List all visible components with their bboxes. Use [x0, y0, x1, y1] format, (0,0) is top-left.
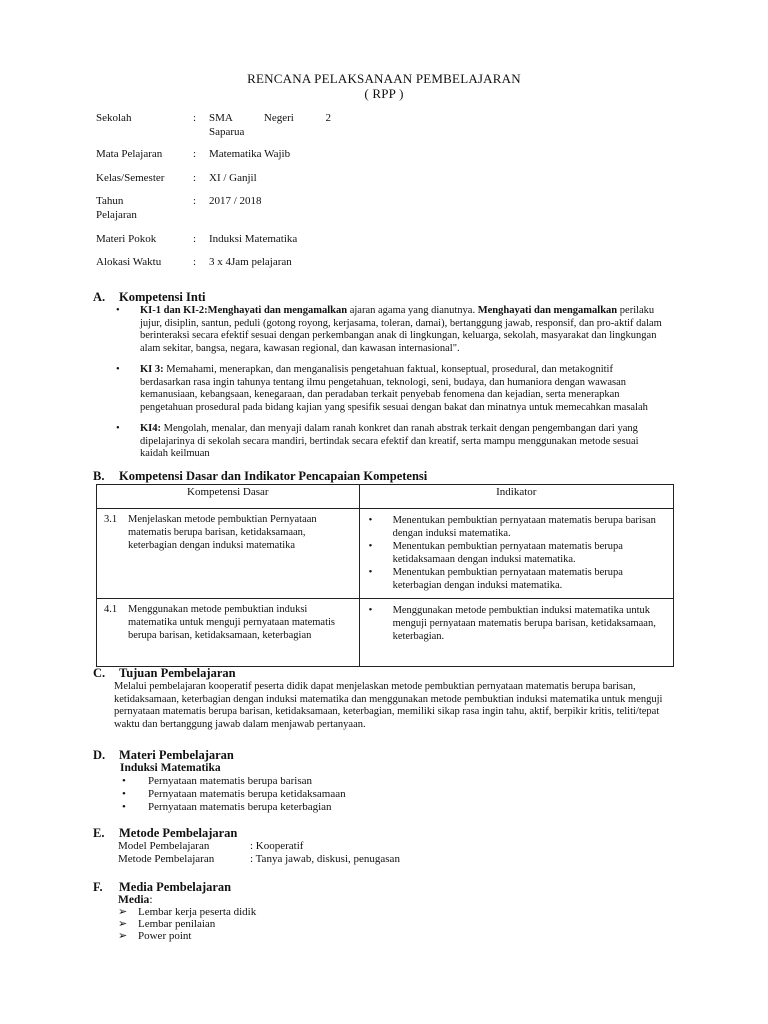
bullet-icon: • — [368, 515, 373, 526]
list-item: • Pernyataan matematis berupa ketidaksamaan — [122, 788, 346, 800]
info-label: Mata Pelajaran — [96, 148, 163, 160]
indikator-cell — [359, 599, 673, 667]
kd-number: 3.1 — [104, 514, 118, 525]
bullet-icon: • — [368, 605, 373, 616]
table-header-indikator: Indikator — [359, 485, 673, 509]
list-item: • Pernyataan matematis berupa barisan — [122, 775, 313, 787]
kd-text: Menggunakan metode pembuktian induksi matematika untuk menguji pernyataan matematis berupa barisan, ketidaksamaan, keterbagian — [128, 604, 336, 641]
section-a-heading: A. Kompetensi Inti — [93, 290, 206, 304]
section-c-heading: C. Tujuan Pembelajaran — [93, 666, 236, 680]
table-header-kompetensi-dasar: Kompetensi Dasar — [97, 485, 360, 509]
list-item: • Menentukan pembuktian pernyataan matematis berupa barisan dengan induksi matematika. — [368, 515, 656, 539]
bullet-icon: • — [116, 305, 120, 316]
model-label: Model Pembelajaran — [118, 840, 210, 852]
list-item: ➢ Power point — [118, 930, 192, 942]
indikator-cell — [359, 509, 673, 599]
title-line-1: RENCANA PELAKSANAAN PEMBELAJARAN — [247, 71, 521, 86]
arrow-bullet-icon: ➢ — [118, 918, 128, 930]
kd-text: Menjelaskan metode pembuktian Pernyataan matematis berupa barisan, ketidaksamaan, keterbagian dengan induksi matematika — [128, 514, 317, 551]
info-value: Matematika Wajib — [209, 148, 291, 160]
info-value: SMA Negeri 2 Saparua — [209, 112, 331, 138]
list-item: • Menggunakan metode pembuktian induksi matematika untuk menguji pernyataan matematis berupa barisan, ketidaksamaan, keterbagian. — [368, 605, 656, 642]
table-row — [97, 509, 674, 599]
materi-subtitle: Induksi Matematika — [120, 762, 221, 774]
table-row — [97, 599, 674, 667]
list-item: • Menentukan pembuktian pernyataan matematis berupa ketidaksamaan dengan induksi matematika. — [368, 541, 623, 565]
bullet-icon: • — [368, 541, 373, 552]
document-title — [0, 71, 768, 101]
metode-value: : Tanya jawab, diskusi, penugasan — [250, 853, 400, 865]
bullet-icon: • — [122, 801, 126, 813]
ki-item-3: • KI 3: Memahami, menerapkan, dan menganalisis pengetahuan faktual, konseptual, prosedural, dan metakognitif berdasarkan rasa ingin tahunya tentang ilmu pengetahuan, teknologi, seni, budaya, dan humaniora dengan wawasan kemanusiaan, kebangsaan, kenegaraan, dan peradaban terkait penyebab fenomena dan kejadian, serta menerapkan pengetahuan prosedural pada bidang kajian yang spesifik sesuai dengan bakat dan minatnya untuk memecahkan masalah — [116, 364, 648, 413]
arrow-bullet-icon: ➢ — [118, 906, 128, 918]
info-label: Alokasi Waktu — [96, 256, 162, 268]
info-label: Sekolah — [96, 112, 132, 124]
bullet-icon: • — [116, 423, 120, 434]
list-item: • Pernyataan matematis berupa keterbagian — [122, 801, 332, 813]
section-b-heading: B. Kompetensi Dasar dan Indikator Pencapaian Kompetensi — [93, 469, 428, 483]
info-value: Induksi Matematika — [209, 233, 298, 245]
bullet-icon: • — [116, 364, 120, 375]
bullet-icon: • — [368, 567, 373, 578]
media-list — [118, 906, 256, 942]
media-subtitle: Media: — [118, 894, 153, 906]
kd-cell — [97, 599, 360, 667]
ki-item-4: • KI4: Mengolah, menalar, dan menyaji dalam ranah konkret dan ranah abstrak terkait dengan pengembangan dari yang dipelajarinya di sekolah secara mandiri, bertindak secara efektif dan kreatif, serta mampu menggunakan metode sesuai kaidah keilmuan — [116, 423, 639, 459]
kd-cell — [97, 509, 360, 599]
arrow-bullet-icon: ➢ — [118, 930, 128, 942]
section-e-heading: E. Metode Pembelajaran — [93, 826, 238, 840]
info-value: XI / Ganjil — [209, 172, 257, 184]
info-value: 3 x 4Jam pelajaran — [209, 256, 292, 268]
info-label: Tahun Pelajaran — [96, 195, 137, 221]
bullet-icon: • — [122, 775, 126, 787]
metode-label: Metode Pembelajaran — [118, 853, 215, 865]
kd-number: 4.1 — [104, 604, 118, 615]
info-label: Kelas/Semester — [96, 172, 165, 184]
table-header-row — [97, 485, 674, 509]
materi-list — [122, 775, 346, 814]
title-line-2: ( RPP ) — [364, 86, 404, 101]
section-d-heading: D. Materi Pembelajaran — [93, 748, 234, 762]
tujuan-paragraph: Melalui pembelajaran kooperatif peserta didik dapat menjelaskan metode pembuktian pernyataan matematis berupa barisan, ketidaksamaan, keterbagian dengan induksi matematika dan menggunakan metode pembuktian induksi matematika untuk menguji pernyataan matematis berupa barisan, ketidaksamaan, keterbagian, memiliki sikap rasa ingin tahu, aktif, berpikir kritis, teliti/tepat waktu dan bertanggung jawab dalam menjawab pertanyaan. — [114, 681, 663, 730]
list-item: ➢ Lembar kerja peserta didik — [118, 906, 257, 918]
kd-indikator-table — [96, 484, 674, 667]
info-value: 2017 / 2018 — [209, 195, 262, 207]
rpp-document-page: RENCANA PELAKSANAAN PEMBELAJARAN ( RPP ) Sekolah : SMA Negeri 2 Saparua Mata Pelajaran : Matematika Wajib Kelas/Semester : XI / Ganjil Tahun Pelajaran : 2017 / 2018 Materi Pokok : Induksi Matematika Alokasi Waktu : 3 x 4Jam pelajaran A. Kompetensi Inti • KI-1 dan KI-2:Menghayati dan mengamalkan ajaran agama yang dianutnya. Menghayati dan mengamalkan perilaku jujur, disiplin, santun, peduli (gotong royong, kerjasama, toleran, damai), bertanggung jawab, responsif, dan pro-aktif dalam berinteraksi secara efektif sesuai dengan perkembangan anak di lingkungan, keluarga, sekolah, masyarakat dan lingkungan alam sekitar, bangsa, negara, kawasan regional, dan kawasan internasional". • KI 3: Memahami, menerapkan, dan menganalisis pengetahuan faktual, konseptual, prosedural, dan metakognitif berdasarkan rasa ingin tahunya tentang ilmu pengetahuan, teknologi, seni, budaya, dan humaniora dengan wawasan kemanusiaan, kebangsaan, kenegaraan, dan peradaban terkait penyebab fenomena dan kejadian, serta menerapkan pengetahuan prosedural pada bidang kajian yang spesifik sesuai dengan bakat dan minatnya untuk memecahkan masalah • KI4: Mengolah, menalar, dan menyaji dalam ranah konkret dan ranah abstrak terkait dengan pengembangan dari yang dipelajarinya di sekolah secara mandiri, bertindak secara efektif dan kreatif, serta mampu menggunakan metode sesuai kaidah keilmuan B. Kompetensi Dasar dan Indikator Pencapaian Kompetensi Kompetensi Dasar Indikator 3.1 Menjelaskan metode pembuktian Pernyataan matematis berupa barisan, ketidaksamaan, keterbagian dengan induksi matematika • Menentukan pembuktian pernyataan matematis berupa barisan dengan induksi matematika. • Menentukan pembuktian pernyataan matematis berupa ketidaksamaan dengan induksi matematika. • Menentukan pembuktian pernyataan matematis berupa keterbagian dengan induksi matematika. 4.1 Menggunakan metode pembuktian induksi matematika untuk menguji pernyataan matematis berupa barisan, ketidaksamaan, keterbagian • Menggunakan metode pembuktian induksi matematika untuk menguji pernyataan matematis berupa barisan, ketidaksamaan, keterbagian. C. Tujuan Pembelajaran Melalui pembelajaran kooperatif peserta didik dapat menjelaskan metode pembuktian pernyataan matematis berupa barisan, ketidaksamaan, keterbagian dengan induksi matematika dan menggunakan metode pembuktian induksi matematika untuk menguji pernyataan matematis berupa barisan, ketidaksamaan, keterbagian, memiliki sikap rasa ingin tahu, aktif, berpikir kritis, teliti/tepat waktu dan bertanggung jawab dalam menjawab pertanyaan. D. Materi Pembelajaran Induksi Matematika • Pernyataan matematis berupa barisan • Pernyataan matematis berupa ketidaksamaan • Pernyataan matematis berupa keterbagian E. Metode Pembelajaran Model Pembelajaran : Kooperatif Metode Pembelajaran : Tanya jawab, diskusi, penugasan F. Media Pembelajaran Media: ➢ Lembar kerja peserta didik ➢ Lembar penilaian ➢ Power point — [0, 0, 768, 1024]
list-item: ➢ Lembar penilaian — [118, 918, 216, 930]
ki-item-1: • KI-1 dan KI-2:Menghayati dan mengamalkan ajaran agama yang dianutnya. Menghayati dan mengamalkan perilaku jujur, disiplin, santun, peduli (gotong royong, kerjasama, toleran, damai), bertanggung jawab, responsif, dan pro-aktif dalam berinteraksi secara efektif sesuai dengan perkembangan anak di lingkungan, keluarga, sekolah, masyarakat dan lingkungan alam sekitar, bangsa, negara, kawasan regional, dan kawasan internasional". — [116, 305, 662, 354]
info-label: Materi Pokok — [96, 233, 157, 245]
model-value: : Kooperatif — [250, 840, 304, 852]
section-f-heading: F. Media Pembelajaran — [93, 880, 232, 894]
list-item: • Menentukan pembuktian pernyataan matematis berupa keterbagian dengan induksi matematika. — [368, 567, 623, 591]
bullet-icon: • — [122, 788, 126, 800]
